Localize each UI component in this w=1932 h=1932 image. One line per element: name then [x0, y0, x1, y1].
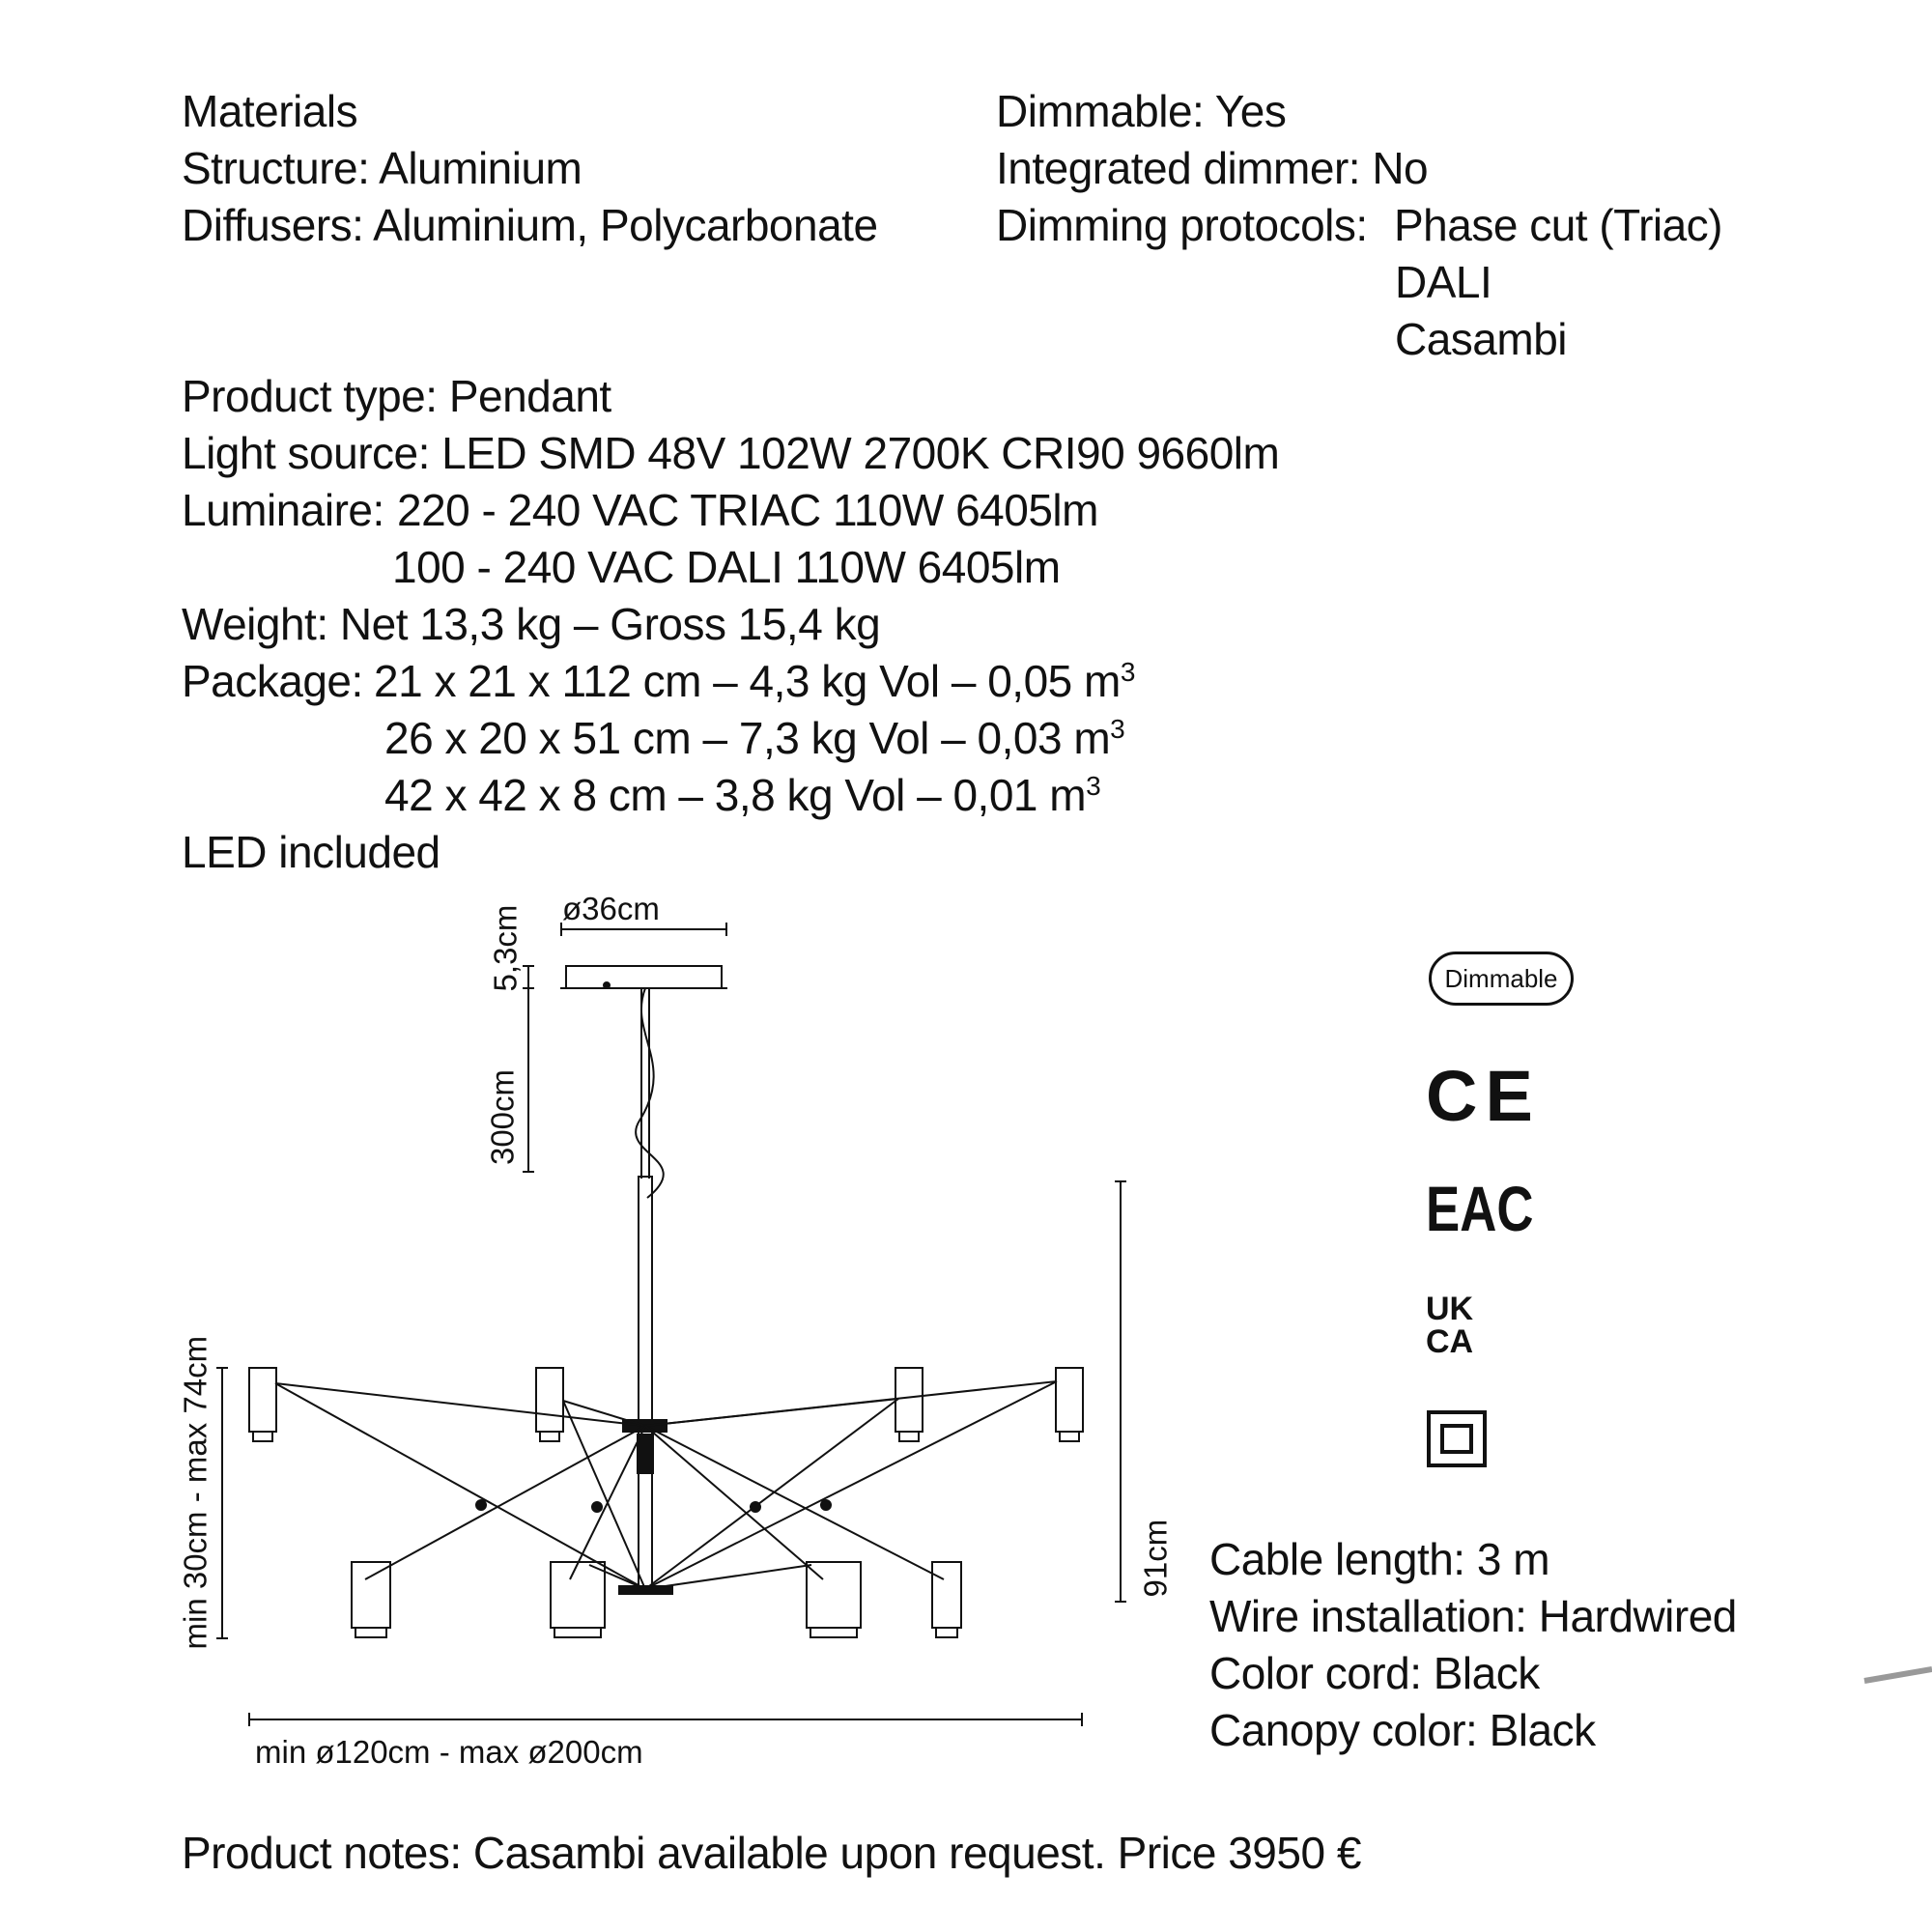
lower-hub — [619, 1586, 672, 1594]
luminaire-spec: 220 - 240 VAC TRIAC 110W 6405lm — [397, 485, 1098, 535]
dimmable-value: Dimmable: Yes — [996, 86, 1287, 136]
lamp-head — [1056, 1368, 1083, 1441]
materials-heading: Materials — [182, 86, 358, 136]
led-included: LED included — [182, 827, 440, 877]
ukca-bottom: CA — [1426, 1323, 1474, 1360]
dimming-protocol: Phase cut (Triac) — [1394, 200, 1723, 250]
dimmable-badge: Dimmable — [1429, 952, 1574, 1006]
lamp-head — [352, 1562, 390, 1637]
color-cord: Color cord: Black — [1209, 1648, 1540, 1698]
materials-structure: Structure: Aluminium — [182, 143, 582, 193]
light-source: Light source: LED SMD 48V 102W 2700K CRI90 9660lm — [182, 428, 1280, 478]
weight: Weight: Net 13,3 kg – Gross 15,4 kg — [182, 599, 881, 649]
ukca-top: UK — [1426, 1291, 1474, 1327]
arm — [275, 1383, 645, 1426]
luminaire-label: Luminaire: — [182, 485, 384, 535]
wire-installation: Wire installation: Hardwired — [1209, 1591, 1737, 1641]
package-label: Package: — [182, 656, 363, 706]
canopy-diameter-label: ø36cm — [562, 891, 660, 926]
cable-length-dimension-label: 300cm — [484, 1068, 521, 1166]
diameter-label: min ø120cm - max ø200cm — [255, 1734, 643, 1770]
arm — [645, 1381, 1057, 1589]
central-stem — [639, 1177, 652, 1592]
product-type: Product type: Pendant — [182, 371, 611, 421]
eac-mark-icon: EAC — [1426, 1173, 1534, 1244]
dimming-protocol: Casambi — [1395, 314, 1568, 364]
total-height-label: 91cm — [1137, 1519, 1174, 1598]
arm — [645, 1381, 1057, 1426]
lamp-head — [932, 1562, 961, 1637]
class-ii-double-insulation-icon — [1429, 1412, 1485, 1465]
lamp-head — [551, 1562, 605, 1637]
dimming-protocols-label: Dimming protocols: — [996, 200, 1368, 250]
arm-height-label: min 30cm - max 74cm — [177, 1335, 213, 1650]
canopy — [566, 966, 722, 988]
arm — [570, 1426, 645, 1579]
dimming-protocol: DALI — [1395, 257, 1492, 307]
arm — [645, 1399, 898, 1589]
product-notes: Product notes: Casambi available upon request. Price 3950 € — [182, 1828, 1361, 1878]
materials-diffusers: Diffusers: Aluminium, Polycarbonate — [182, 200, 878, 250]
integrated-dimmer-value: Integrated dimmer: No — [996, 143, 1429, 193]
luminaire-spec: 100 - 240 VAC DALI 110W 6405lm — [392, 542, 1061, 592]
arm — [365, 1426, 645, 1579]
lamp-head — [249, 1368, 276, 1441]
cable-length: Cable length: 3 m — [1209, 1534, 1550, 1584]
package-line: 21 x 21 x 112 cm – 4,3 kg Vol – 0,05 $m^3$ — [374, 656, 1135, 706]
canopy-height-label: 5,3cm — [487, 904, 524, 992]
ce-mark-icon: CE — [1426, 1056, 1541, 1136]
arm — [275, 1383, 645, 1589]
ukca-mark-icon — [1426, 1293, 1473, 1358]
canopy-color: Canopy color: Black — [1209, 1705, 1596, 1755]
lamp-head — [895, 1368, 923, 1441]
package-line: 42 x 42 x 8 cm – 3,8 kg Vol – 0,01 $m^3$ — [384, 770, 1101, 820]
package-line: 26 x 20 x 51 cm – 7,3 kg Vol – 0,03 $m^3$ — [384, 713, 1125, 763]
lamp-head — [536, 1368, 563, 1441]
